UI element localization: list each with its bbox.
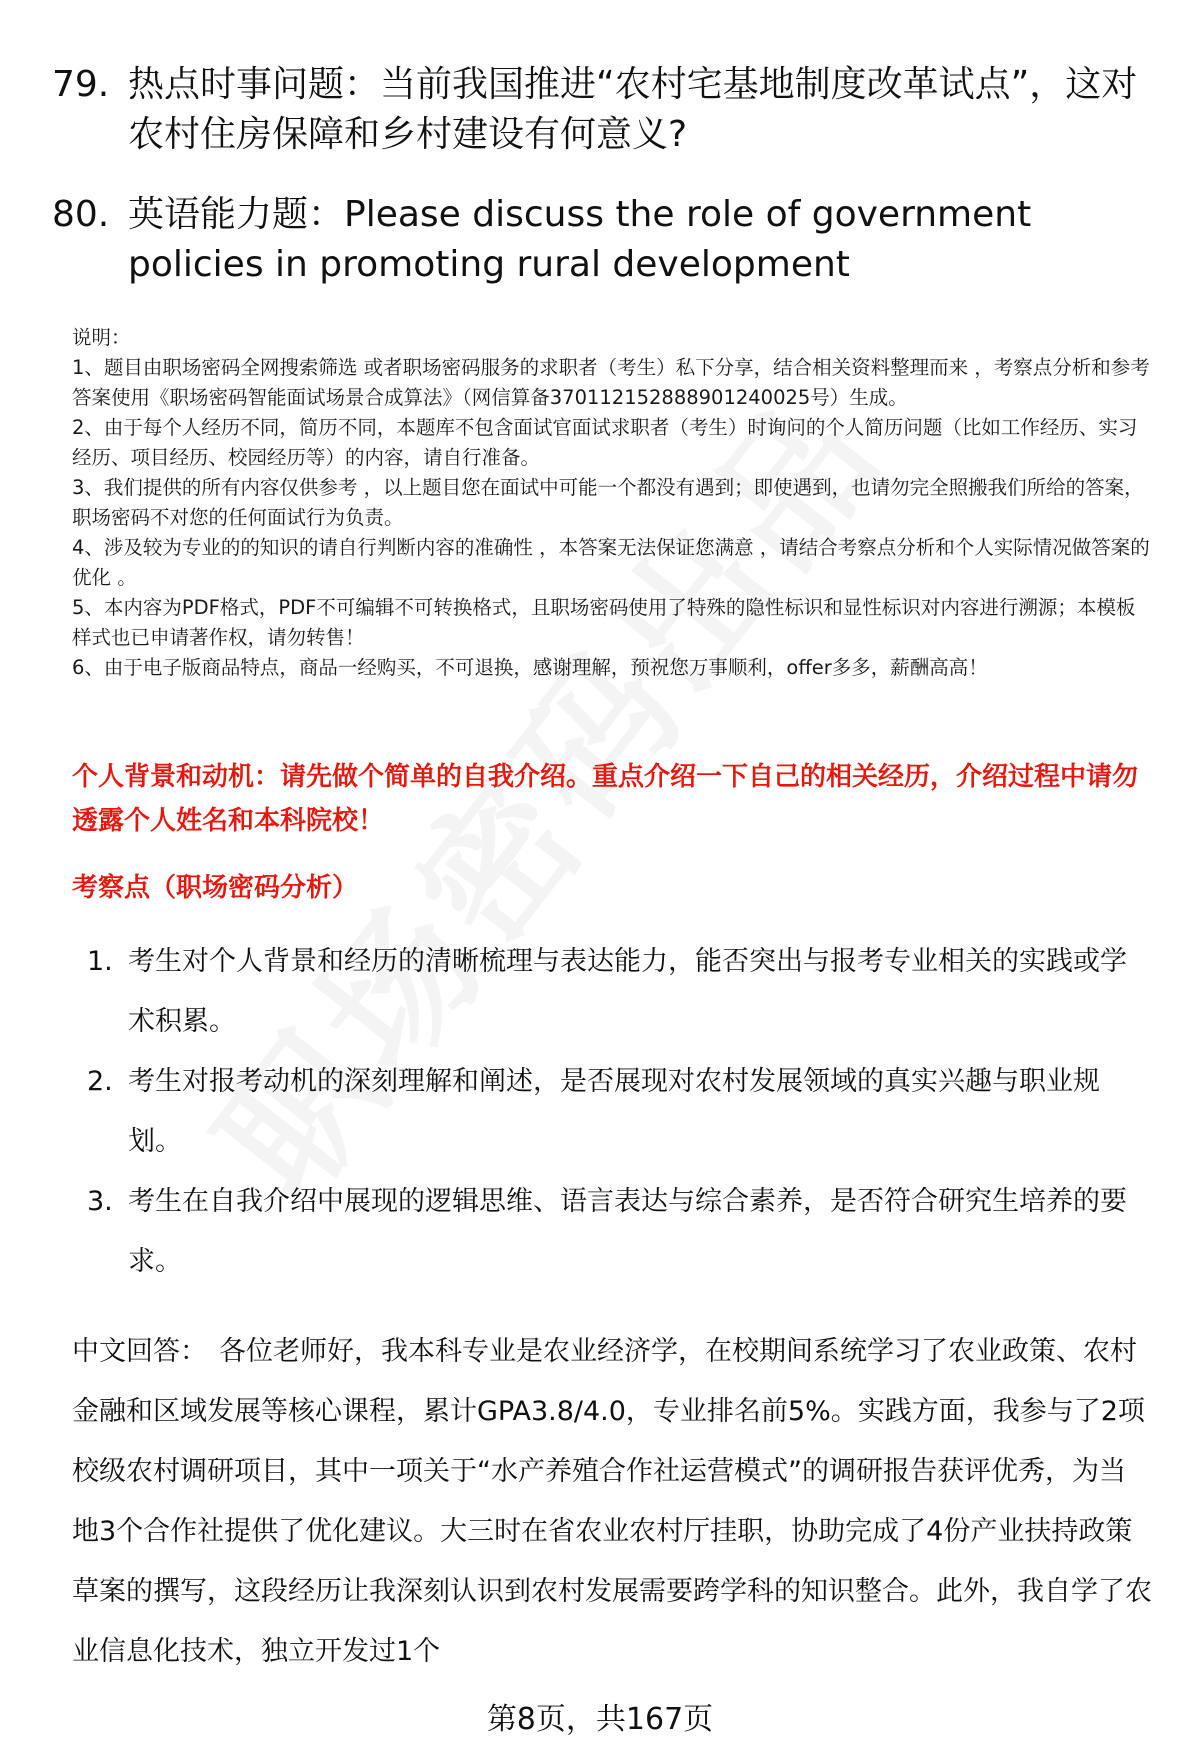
analysis-point xyxy=(72,1172,1152,1292)
point-number: 1. xyxy=(87,946,113,977)
question-80 xyxy=(52,190,1142,290)
notes-heading: 说明： xyxy=(72,326,131,349)
note-item: 3、我们提供的所有内容仅供参考 ，以上题目您在面试中可能一个都没有遇到；即使遇到，也请勿完全照搬我们所给的答案，职场密码不对您的任何面试行为负责。 xyxy=(72,476,1144,529)
question-79 xyxy=(52,60,1142,160)
section-title: 个人背景和动机：请先做个简单的自我介绍。重点介绍一下自己的相关经历，介绍过程中请勿透露个人姓名和本科院校！ xyxy=(72,762,1139,836)
question-text: 英语能力题：Please discuss the role of government policies in promoting rural development xyxy=(128,194,1032,285)
answer-text: 各位老师好，我本科专业是农业经济学，在校期间系统学习了农业政策、农村金融和区域发展等核心课程，累计GPA3.8/4.0，专业排名前5%。实践方面，我参与了2项校级农村调研项目，其中一项关于“水产养殖合作社运营模式”的调研报告获评优秀，为当地3个合作社提供了优化建议。大三时在省农业农村厅挂职，协助完成了4份产业扶持政策草案的撰写，这段经历让我深刻认识到农村发展需要跨学科的知识整合。此外，我自学了农业信息化技术，独立开发过1个 xyxy=(72,1336,1152,1667)
note-item: 1、题目由职场密码全网搜索筛选 或者职场密码服务的求职者（考生）私下分享，结合相关资料整理而来 ，考察点分析和参考答案使用《职场密码智能面试场景合成算法》（网信算备370112152888901240025号）生成。 xyxy=(72,356,1150,409)
point-text: 考生在自我介绍中展现的逻辑思维、语言表达与综合素养，是否符合研究生培养的要求。 xyxy=(128,1186,1127,1277)
notes-block xyxy=(72,323,1152,683)
analysis-point xyxy=(72,932,1152,1052)
answer-block xyxy=(72,1322,1152,1682)
note-item: 6、由于电子版商品特点，商品一经购买，不可退换，感谢理解，预祝您万事顺利，offer多多，薪酬高高！ xyxy=(72,656,988,679)
note-item: 5、本内容为PDF格式，PDF不可编辑不可转换格式，且职场密码使用了特殊的隐性标识和显性标识对内容进行溯源；本模板样式也已申请著作权，请勿转售！ xyxy=(72,596,1136,649)
analysis-points xyxy=(72,932,1152,1292)
question-text: 热点时事问题：当前我国推进“农村宅基地制度改革试点”，这对农村住房保障和乡村建设有何意义? xyxy=(128,64,1138,155)
point-number: 2. xyxy=(87,1066,113,1097)
note-item: 2、由于每个人经历不同，简历不同，本题库不包含面试官面试求职者（考生）时询问的个人简历问题（比如工作经历、实习经历、项目经历、校园经历等）的内容，请自行准备。 xyxy=(72,416,1138,469)
point-text: 考生对报考动机的深刻理解和阐述，是否展现对农村发展领域的真实兴趣与职业规划。 xyxy=(128,1066,1100,1157)
analysis-point xyxy=(72,1052,1152,1172)
answer-label: 中文回答： xyxy=(72,1336,207,1367)
question-number: 79. xyxy=(52,64,110,105)
point-text: 考生对个人背景和经历的清晰梳理与表达能力，能否突出与报考专业相关的实践或学术积累。 xyxy=(128,946,1127,1037)
note-item: 4、涉及较为专业的的知识的请自行判断内容的准确性 ，本答案无法保证您满意 ，请结合考察点分析和个人实际情况做答案的优化 。 xyxy=(72,536,1150,589)
analysis-title: 考察点（职场密码分析） xyxy=(72,873,359,903)
question-number: 80. xyxy=(52,194,110,235)
point-number: 3. xyxy=(87,1186,113,1217)
page-footer: 第8页，共167页 xyxy=(486,1702,714,1737)
